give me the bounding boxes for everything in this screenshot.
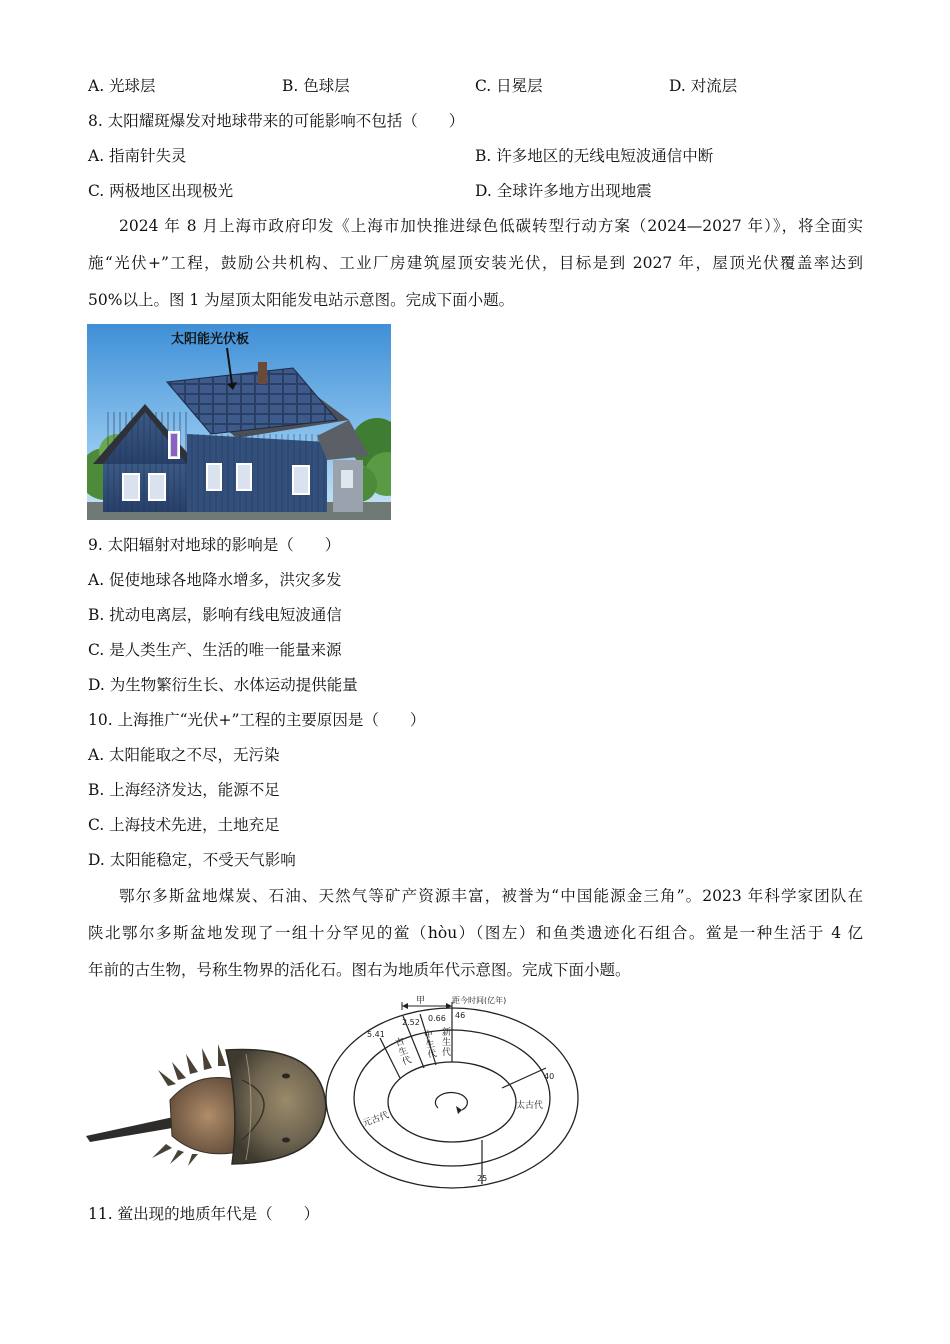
passage2-line3: 年前的古生物，号称生物界的活化石。图右为地质年代示意图。完成下面小题。 <box>88 961 631 979</box>
q7-option-a: A. 光球层 <box>88 77 156 95</box>
q7-option-b: B. 色球层 <box>282 77 350 95</box>
passage1-line2: 施“光伏+”工程，鼓励公共机构、工业厂房建筑屋顶安装光伏，目标是到 2027 年，屋顶光伏覆盖率达到 <box>88 254 863 272</box>
q10-option-a: A. 太阳能取之不尽，无污染 <box>88 746 280 764</box>
solar-panel-label: 太阳能光伏板 <box>171 332 250 347</box>
passage1-line1: 2024 年 8 月上海市政府印发《上海市加快推进绿色低碳转型行动方案（2024—2027 年）》，将全面实 <box>119 217 863 235</box>
era-paleozoic: 古生代 <box>394 1036 413 1068</box>
passage1-line3: 50%以上。图 1 为屋顶太阳能发电站示意图。完成下面小题。 <box>88 291 515 309</box>
q8-option-a: A. 指南针失灵 <box>88 147 187 165</box>
q10-option-d: D. 太阳能稳定，不受天气影响 <box>88 851 296 869</box>
q9-option-a: A. 促使地球各地降水增多，洪灾多发 <box>88 571 342 589</box>
q10-stem: 10. 上海推广“光伏+”工程的主要原因是（ ） <box>88 711 426 729</box>
passage2-line1: 鄂尔多斯盆地煤炭、石油、天然气等矿产资源丰富，被誉为“中国能源金三角”。2023 年科学家团队在 <box>119 887 863 905</box>
tick-0-66: 0.66 <box>428 1014 446 1023</box>
horseshoe-crab-figure <box>86 1040 328 1166</box>
era-mesozoic: 中生代 <box>423 1029 438 1061</box>
passage2-line2: 陕北鄂尔多斯盆地发现了一组十分罕见的鲎（hòu）（图左）和鱼类遗迹化石组合。鲎是一种生活于 4 亿 <box>88 924 863 942</box>
era-archean: 太古代 <box>516 1101 544 1111</box>
q8-stem: 8. 太阳耀斑爆发对地球带来的可能影响不包括（ ） <box>88 112 465 130</box>
q10-option-b: B. 上海经济发达，能源不足 <box>88 781 280 799</box>
q9-option-b: B. 扰动电离层，影响有线电短波通信 <box>88 606 342 624</box>
geologic-time-chart <box>324 992 584 1192</box>
q8-option-b: B. 许多地区的无线电短波通信中断 <box>475 147 714 165</box>
q8-option-d: D. 全球许多地方出现地震 <box>475 182 652 200</box>
jia-label: 甲 <box>416 996 426 1006</box>
era-proterozoic: 元古代 <box>361 1110 391 1130</box>
q7-option-c: C. 日冕层 <box>475 77 543 95</box>
tick-46: 46 <box>455 1011 466 1020</box>
q9-stem: 9. 太阳辐射对地球的影响是（ ） <box>88 536 341 554</box>
tick-5-41: 5.41 <box>367 1030 385 1039</box>
era-cenozoic: 新生代 <box>442 1028 452 1058</box>
q11-stem: 11. 鲎出现的地质年代是（ ） <box>88 1205 320 1223</box>
chart-header: 距今时间(亿年) <box>452 996 507 1005</box>
q8-option-c: C. 两极地区出现极光 <box>88 182 234 200</box>
q7-option-d: D. 对流层 <box>669 77 738 95</box>
q9-option-c: C. 是人类生产、生活的唯一能量来源 <box>88 641 342 659</box>
solar-house-figure <box>87 324 391 520</box>
tick-25: 25 <box>477 1174 488 1183</box>
tick-40: 40 <box>544 1072 555 1081</box>
tick-2-52: 2.52 <box>402 1018 420 1027</box>
q10-option-c: C. 上海技术先进，土地充足 <box>88 816 280 834</box>
q9-option-d: D. 为生物繁衍生长、水体运动提供能量 <box>88 676 358 694</box>
